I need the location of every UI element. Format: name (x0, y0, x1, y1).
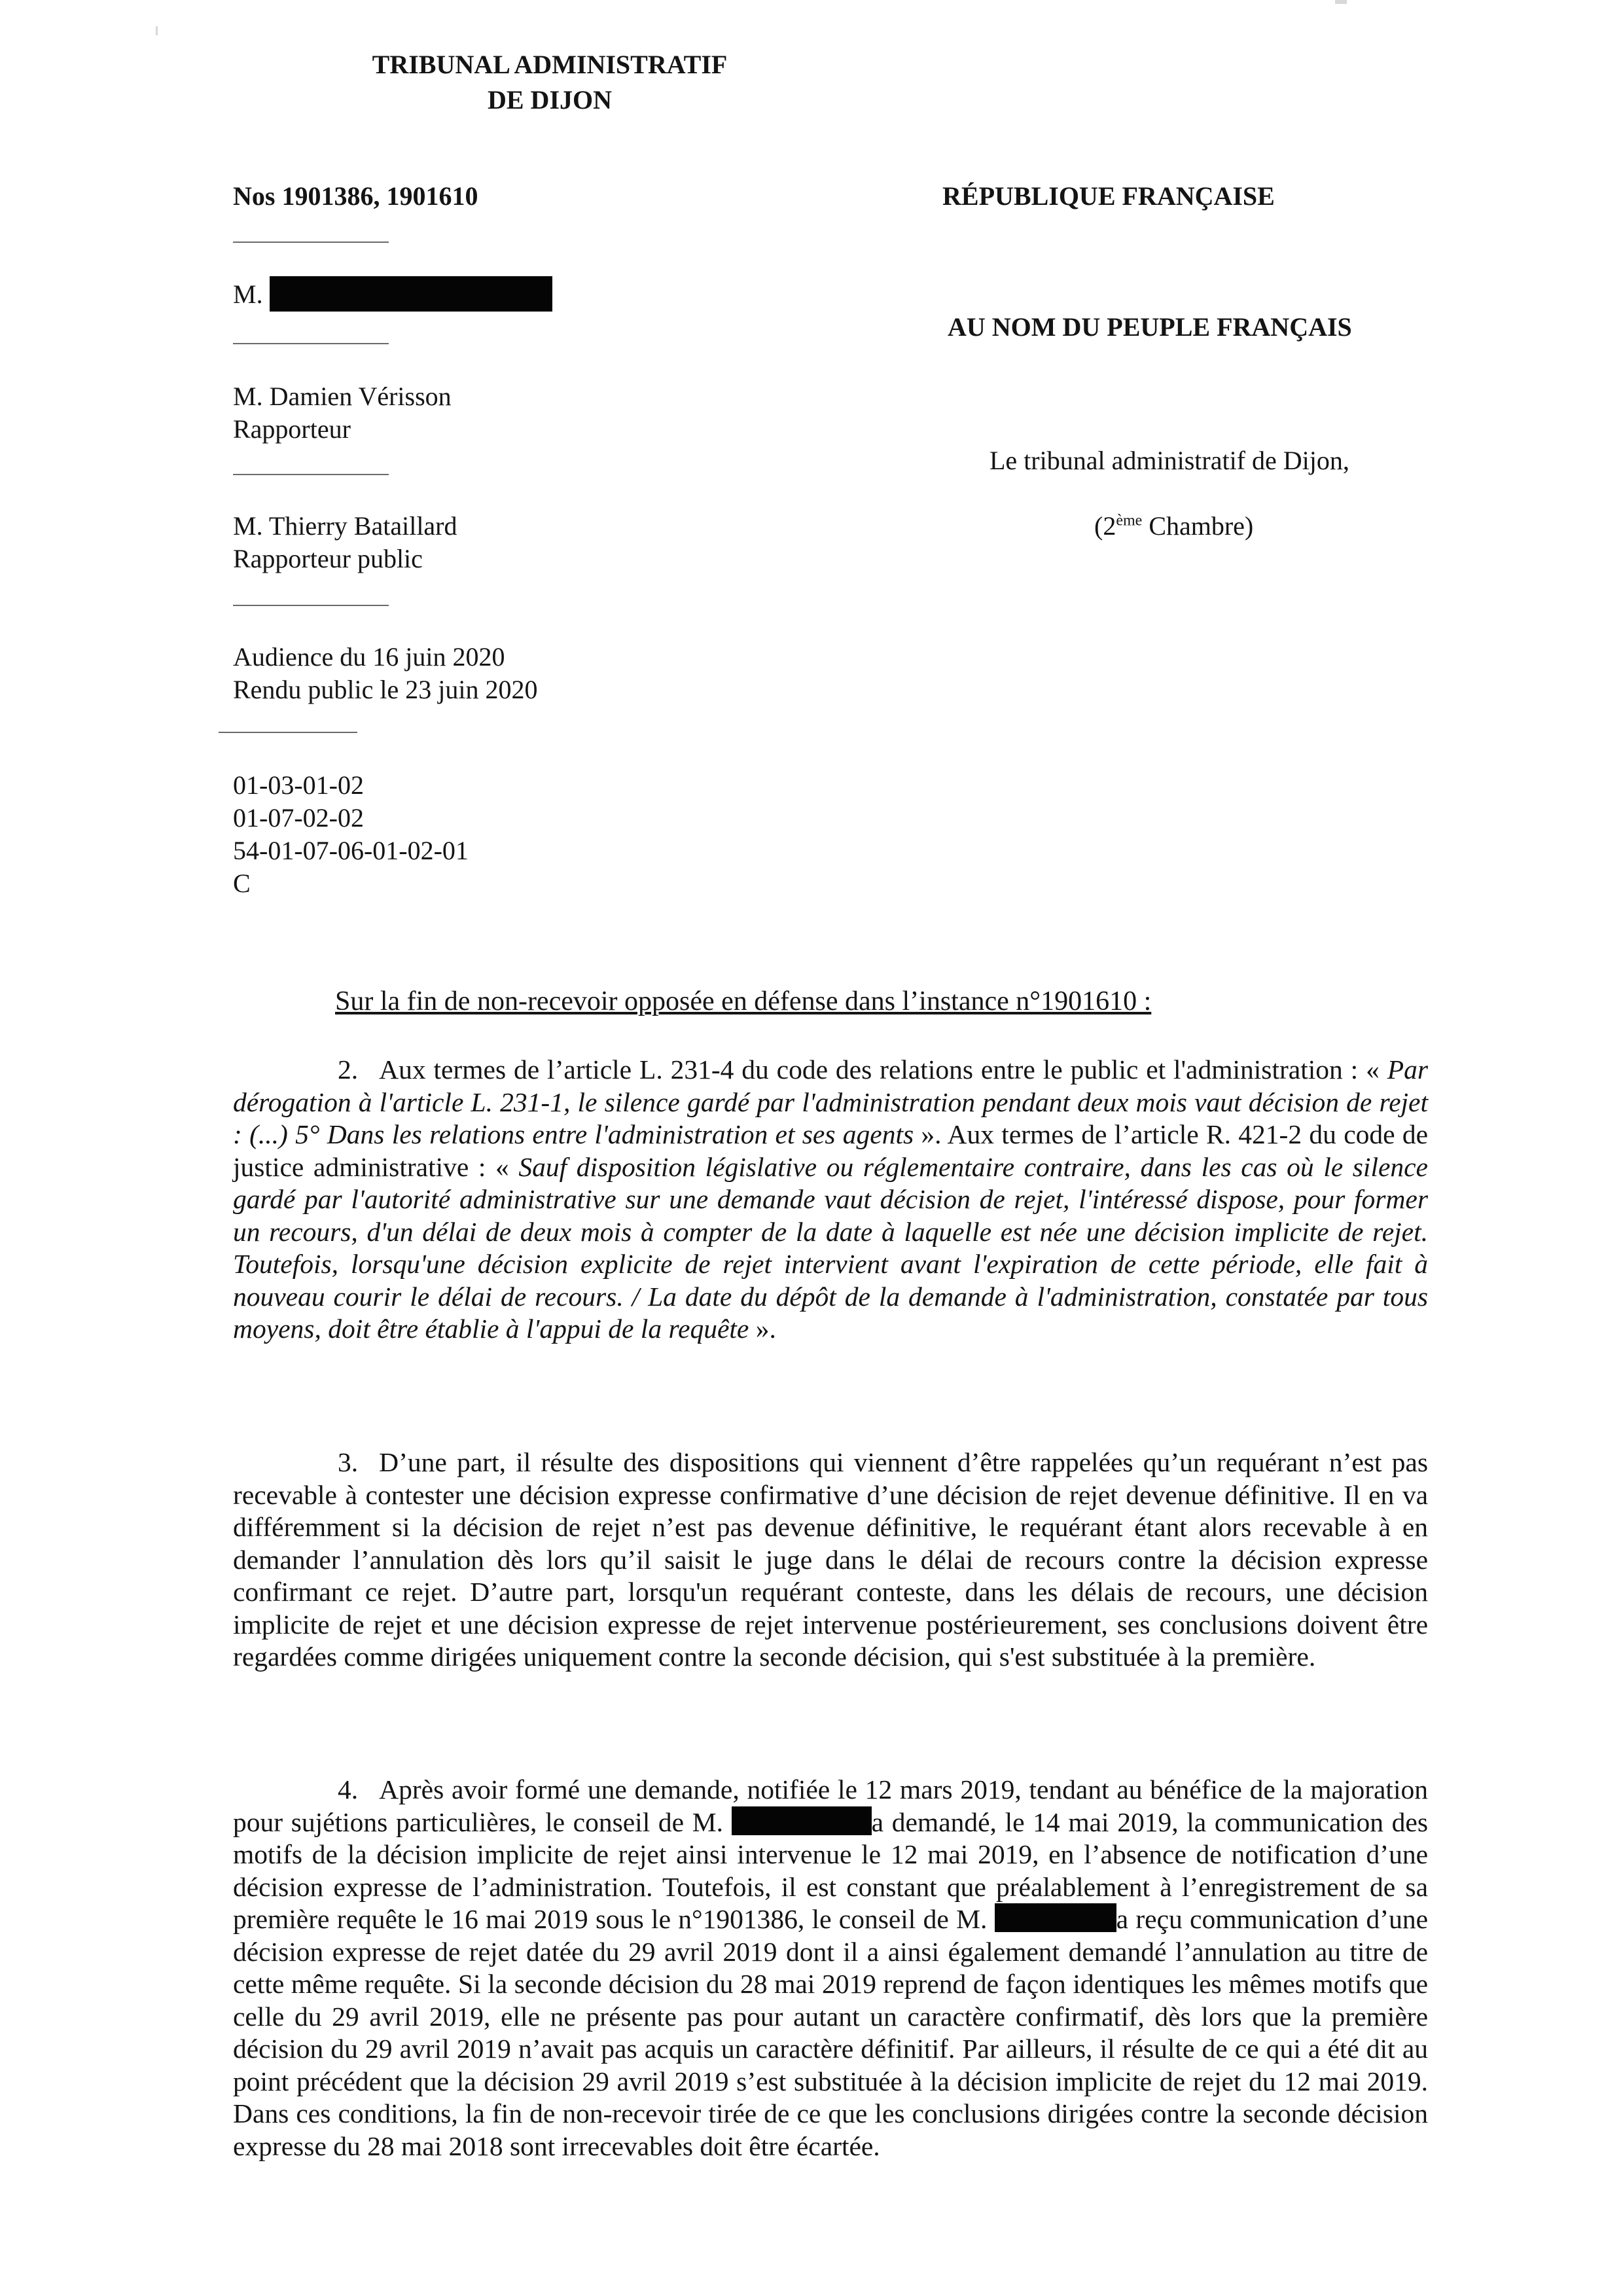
plaintiff-prefix: M. (233, 279, 263, 309)
chamber-line (1094, 511, 1253, 541)
paragraph-2-quote-2: Sauf disposition législative ou réglementaire contraire, dans les cas où le silence gardé par l'autorité administrative sur une demande vaut décision de rejet, l'intéressé dispose, pour former un recours, d'un délai de deux mois à compter de la date à laquelle est née une décision implicite de rejet. Toutefois, lorsqu'une décision explicite de rejet intervient avant l'expiration de cette période, elle fait à nouveau courir le délai de recours. / La date du dépôt de la demande à l'administration, constatée par tous moyens, doit être établie à l'appui de la requête (233, 1151, 1428, 1344)
separator-5 (219, 732, 357, 733)
scan-mark-top-right (1335, 0, 1347, 4)
paragraph-2-number: 2. (338, 1054, 359, 1085)
paragraph-2 (233, 1054, 1428, 1346)
paragraph-3-number: 3. (338, 1447, 359, 1477)
public-rapporteur-role: Rapporteur public (233, 544, 423, 573)
paragraph-4-redaction-2 (995, 1903, 1116, 1932)
paragraph-4 (233, 1774, 1428, 2162)
tribunal-line: Le tribunal administratif de Dijon, (990, 446, 1349, 475)
chamber-prefix: (2 (1094, 511, 1116, 541)
court-heading (288, 47, 812, 118)
separator-1 (233, 242, 389, 243)
paragraph-4-number: 4. (338, 1774, 359, 1804)
public-rapporteur-name: M. Thierry Bataillard (233, 511, 457, 541)
separator-3 (233, 474, 389, 475)
court-name-line2: DE DIJON (487, 85, 613, 115)
hearing-date: Audience du 16 juin 2020 (233, 642, 505, 672)
paragraph-2-text-a: Aux termes de l’article L. 231-4 du code des relations entre le public et l'administration : « (379, 1054, 1387, 1085)
court-name-line1: TRIBUNAL ADMINISTRATIF (372, 50, 728, 79)
paragraph-2-text-e: ». (749, 1314, 776, 1344)
republic-heading: RÉPUBLIQUE FRANÇAISE (942, 181, 1275, 211)
separator-4 (233, 605, 389, 606)
section-title: Sur la fin de non-recevoir opposée en défense dans l’instance n°1901610 : (335, 986, 1152, 1016)
paragraph-4-text-b: a demandé, le 14 mai 2019, la communication des motifs de la décision implicite de rejet ainsi intervenue le 12 mai 2019, en l’absence de notification d’une décision expresse de l’administration. Toutefois, il est constant que préalablement à l’enregistrement de sa première requête le 16 mai 2019 sous le n°1901386, le conseil de M. (233, 1806, 1429, 1934)
paragraph-2-text-c: ». Aux termes de l’article R. 421-2 du code de justice administrative : « (233, 1119, 1428, 1182)
chamber-superscript: ème (1116, 512, 1143, 529)
paragraph-4-text-a: Après avoir formé une demande, notifiée le 12 mars 2019, tendant au bénéfice de la majoration pour sujétions particulières, le conseil de M. (233, 1774, 1428, 1837)
paragraph-4-redaction-1 (732, 1806, 872, 1835)
paragraph-2-quote-1: Par dérogation à l'article L. 231-1, le silence gardé par l'administration pendant deux mois vaut décision de rejet : (...) 5° Dans les relations entre l'administration et ses agents (233, 1054, 1428, 1149)
in-name-heading: AU NOM DU PEUPLE FRANÇAIS (948, 312, 1352, 342)
classification-code-2: 01-07-02-02 (233, 803, 364, 833)
public-date: Rendu public le 23 juin 2020 (233, 675, 538, 704)
rapporteur-role: Rapporteur (233, 414, 351, 444)
scan-mark-top-left (156, 26, 158, 35)
separator-2 (233, 343, 389, 344)
classification-code-4: C (233, 869, 251, 898)
paragraph-4-text-c: a reçu communication d’une décision expresse de rejet datée du 29 avril 2019 dont il a ainsi également demandé l’annulation au titre de cette même requête. Si la seconde décision du 28 mai 2019 reprend de façon identiques les mêmes motifs que celle du 29 avril 2019, elle ne présente pas pour autant un caractère confirmatif, dès lors que la première décision du 29 avril 2019 n’avait pas acquis un caractère définitif. Par ailleurs, il résulte de ce qui a été dit au point précédent que la décision 29 avril 2019 s’est substituée à la décision implicite de rejet du 12 mai 2019. Dans ces conditions, la fin de non-recevoir tirée de ce que les conclusions dirigées contre la seconde décision expresse du 28 mai 2018 sont irrecevables doit être écartée. (233, 1904, 1428, 2161)
classification-code-1: 01-03-01-02 (233, 770, 364, 800)
paragraph-3-text: D’une part, il résulte des dispositions qui viennent d’être rappelées qu’un requérant n’est pas recevable à contester une décision expresse confirmative d’une décision de rejet devenue définitive. Il en va différemment si la décision de rejet n’est pas devenue définitive, le requérant étant alors recevable à en demander l’annulation dès lors qu’il saisit le juge dans le délai de recours contre la décision expresse confirmant ce rejet. D’autre part, lorsqu'un requérant conteste, dans les délais de recours, une décision implicite de rejet et une décision expresse de rejet intervenue postérieurement, ses conclusions doivent être regardées comme dirigées uniquement contre la seconde décision, qui s'est substituée à la première. (233, 1447, 1428, 1672)
chamber-suffix: Chambre) (1142, 511, 1254, 541)
paragraph-3 (233, 1446, 1428, 1674)
plaintiff-name-redacted (270, 276, 552, 312)
rapporteur-name: M. Damien Vérisson (233, 382, 452, 411)
classification-code-3: 54-01-07-06-01-02-01 (233, 836, 469, 865)
case-numbers: Nos 1901386, 1901610 (233, 181, 478, 211)
